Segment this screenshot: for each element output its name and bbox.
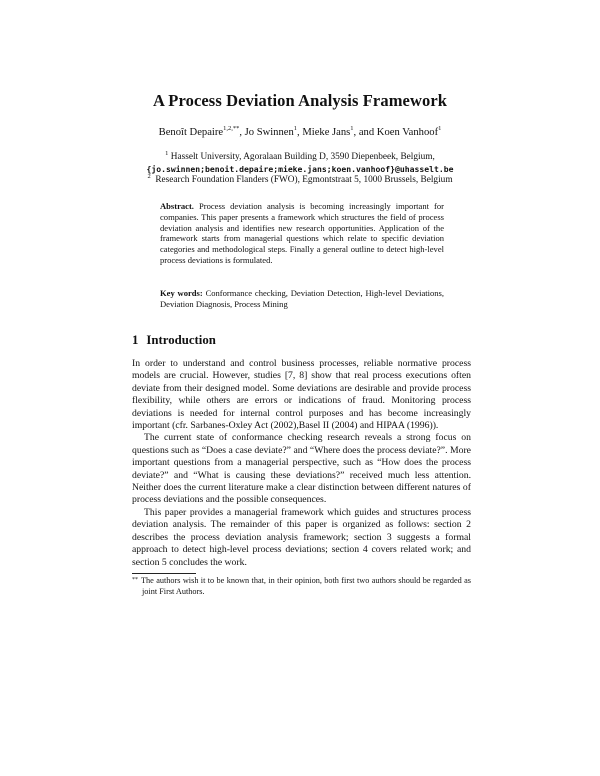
paragraph: The current state of conformance checking research reveals a strong focus on questions such as “Does a case deviate?” and “Where does the process deviate?”. More important questions from a managerial perspective, such as “How does the process deviate?” and “What is causing these deviations?” received much less attention. Neither does the current literature make a clear distinction between different natures of process deviations and the possible consequences. [132,432,471,506]
affiliation-text: Research Foundation Flanders (FWO), Egmontstraat 5, 1000 Brussels, Belgium [155,175,453,185]
footnote-text: The authors wish it to be known that, in their opinion, both first two authors should be regarded as joint First Authors. [141,576,471,596]
footnote-divider [132,573,196,574]
author-separator: , and [353,127,377,138]
author-separator: , [239,127,245,138]
keywords-label: Key words: [160,288,203,298]
author-name: Jo Swinnen [244,127,294,138]
affiliation [0,152,600,162]
keywords [160,288,444,310]
footnote-entry [132,576,471,598]
footnote [132,576,471,598]
author-list [0,127,600,138]
paragraph: This paper provides a managerial framework which guides and structures process deviation analysis. The remainder of this paper is organized as follows: section 2 describes the process deviation analysis framework; section 3 suggests a formal approach to detect high-level process deviations; section 4 covers related work; and section 5 concludes the work. [132,506,471,568]
affiliation-text: Hasselt University, Agoralaan Building D, 3590 Diepenbeek, Belgium, [170,152,435,162]
author-name: Koen Vanhoof [376,127,439,138]
footnote-mark: ** [132,577,138,583]
affiliation-mark: 2 [147,173,151,180]
section-body [132,358,471,569]
abstract-text: Process deviation analysis is becoming increasingly important for companies. This paper presents a framework which structures the field of process deviation analysis and identifies new research opportunities. Application of the framework starts from managerial questions which relate to specific deviation categories and methodological steps. Finally a general outline to detect high-level process deviations is formulated. [160,201,444,265]
abstract [160,201,444,266]
author-marks: 1 [350,125,354,132]
affiliation [0,175,600,185]
author-marks: 1 [438,125,442,132]
affiliation-text: {jo.swinnen;benoit.depaire;mieke.jans;koen.vanhoof}@uhasselt.be [146,164,454,174]
paper-title: A Process Deviation Analysis Framework [152,91,448,110]
author-name: Benoît Depaire [158,127,224,138]
author-separator: , [297,127,303,138]
paragraph: In order to understand and control business processes, reliable normative process models are crucial. However, studies [7, 8] show that real process executions often deviate from their designed model. Some deviations are desirable and provide process flexibility, while others are errors or indications of fraud. Monitoring process deviations is needed for internal control purposes and has become increasingly important (cfr. Sarbanes-Oxley Act (2002),Basel II (2004) and HIPAA (1996)). [132,358,471,432]
affiliation-mark: 1 [165,150,169,157]
section-number: 1 [132,333,139,347]
section-title: Introduction [146,333,216,347]
abstract-label: Abstract. [160,201,194,211]
author-marks: 1,2,** [223,125,240,132]
section-heading [132,333,216,348]
keywords-text: Conformance checking, Deviation Detection, High-level Deviations, Deviation Diagnosis, Process Mining [160,288,444,309]
author-marks: 1 [293,125,298,132]
author-name: Mieke Jans [302,127,351,138]
affiliation-emails [0,164,600,174]
